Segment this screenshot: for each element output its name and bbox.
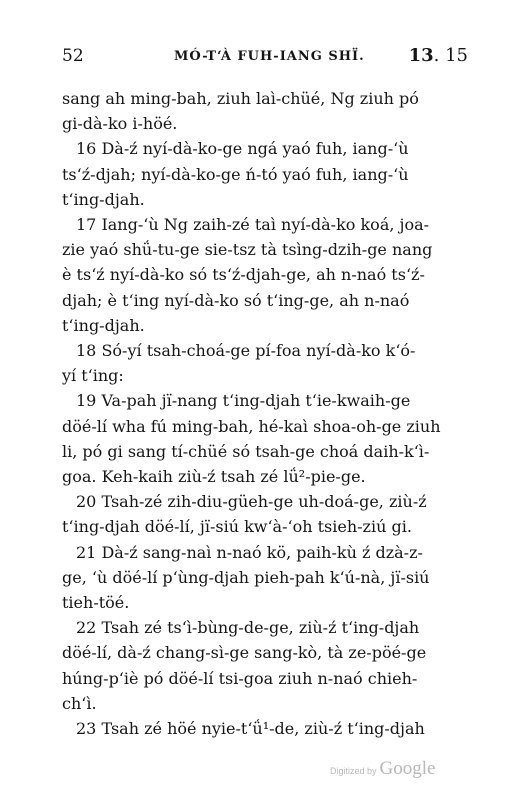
text-line: húng-p‘iè pó döé-lí tsi-goa ziuh n-naó chieh- xyxy=(62,668,418,688)
verse-22-line: 22 Tsah zé ts‘ì-bùng-de-ge, ziù-ź t‘ing-djah xyxy=(76,618,420,638)
text-line: ts‘ź-djah; nyí-dà-ko-ge ń-tó yaó fuh, iang-‘ù xyxy=(62,164,409,184)
text-line: yí t‘ing: xyxy=(62,366,124,386)
text-line: djah; è t‘ing nyí-dà-ko só t‘ing-ge, ah n-naó xyxy=(62,290,410,310)
verse-20-line: 20 Tsah-zé zih-diu-güeh-ge uh-doá-ge, ziù-ź xyxy=(76,492,427,512)
google-logo: Google xyxy=(379,758,436,779)
running-title: MÓ-T‘À FUH-IANG SHÏ. xyxy=(174,49,365,64)
text-line: döé-lí, dà-ź chang-sì-ge sang-kò, tà ze-pöé-ge xyxy=(62,643,427,663)
digitized-watermark xyxy=(330,758,435,780)
text-line: sang ah ming-bah, ziuh laì-chüé, Ng ziuh pó xyxy=(62,89,419,108)
text-line: zie yaó shǘ-tu-ge sie-tsz tà tsìng-dzih-ge nang xyxy=(62,240,433,260)
text-line: è ts‘ź nyí-dà-ko só ts‘ź-djah-ge, ah n-naó ts‘ź- xyxy=(62,265,425,285)
body-text xyxy=(62,86,468,741)
text-line: goa. Keh-kaih ziù-ź tsah zé lǘ²-pie-ge. xyxy=(62,467,366,487)
chapter-verse-ref xyxy=(409,45,468,66)
chapter-number: 13 xyxy=(408,45,434,66)
verse-17-line: 17 Iang-‘ù Ng zaih-zé taì nyí-dà-ko koá, joa- xyxy=(76,215,430,235)
verse-19-line: 19 Va-pah jï-nang t‘ing-djah t‘ie-kwaih-ge xyxy=(76,391,411,411)
text-line: ge, ‘ù döé-lí p‘ùng-djah pieh-pah k‘ú-nà, jï-siú xyxy=(62,567,430,587)
text-line: t‘ing-djah. xyxy=(62,189,145,209)
verse-23-line: 23 Tsah zé höé nyie-t‘ǘ¹-de, ziù-ź t‘ing-djah xyxy=(76,719,425,739)
text-line: t‘ing-djah döé-lí, jï-siú kw‘à-‘oh tsieh-ziú gi. xyxy=(62,517,412,537)
text-line: döé-lí wha fú ming-bah, hé-kaì shoa-oh-ge ziuh xyxy=(62,416,441,436)
text-line: gi-dà-ko i-höé. xyxy=(62,114,178,134)
verse-16-line: 16 Dà-ź nyí-dà-ko-ge ngá yaó fuh, iang-‘ù xyxy=(76,139,409,159)
text-line: ch‘ì. xyxy=(62,693,97,713)
page-number: 52 xyxy=(62,46,84,66)
verse-number: 15 xyxy=(445,45,468,66)
running-header xyxy=(62,44,468,72)
verse-18-line: 18 Só-yí tsah-choá-ge pí-foa nyí-dà-ko k‘ó- xyxy=(76,341,416,361)
digitized-by-text: Digitized by xyxy=(330,766,377,776)
text-line: t‘ing-djah. xyxy=(62,315,145,335)
text-line: tieh-töé. xyxy=(62,593,130,613)
text-line: li, pó gi sang tí-chüé só tsah-ge choá daih-k‘ì- xyxy=(62,441,430,461)
chapter-separator: . xyxy=(433,45,440,66)
verse-21-line: 21 Dà-ź sang-naì n-naó kö, paih-kù ź dzà-z- xyxy=(76,542,423,562)
